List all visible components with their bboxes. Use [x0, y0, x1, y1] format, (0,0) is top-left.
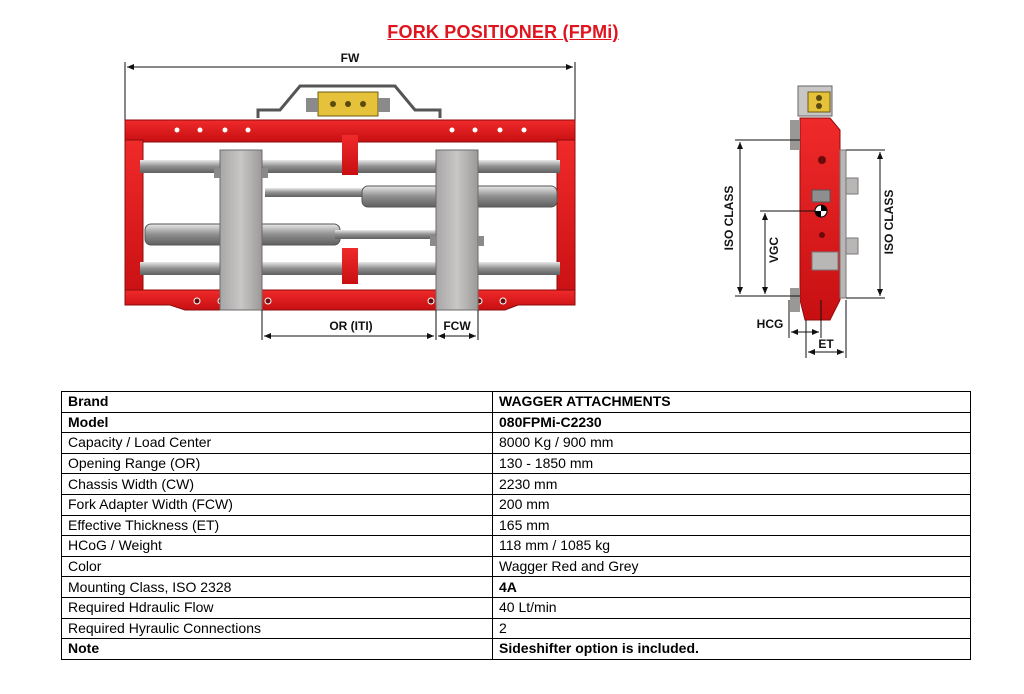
spec-label: Chassis Width (CW): [62, 474, 493, 495]
table-row: [62, 597, 971, 618]
fork-adapter-left: [214, 150, 268, 310]
spec-label: Opening Range (OR): [62, 453, 493, 474]
fcw-label: FCW: [443, 319, 471, 333]
table-row: [62, 515, 971, 536]
spec-value: 165 mm: [493, 515, 971, 536]
iso-class-left-label: ISO CLASS: [722, 185, 736, 251]
spec-value: Sideshifter option is included.: [493, 639, 971, 660]
table-row: [62, 494, 971, 515]
center-block-top: [342, 135, 358, 175]
table-row: [62, 556, 971, 577]
page-title: FORK POSITIONER (FPMi): [387, 22, 619, 42]
table-row: [62, 433, 971, 454]
spec-label: Model: [62, 412, 493, 433]
specification-table: [61, 391, 971, 660]
spec-label: Fork Adapter Width (FCW): [62, 494, 493, 515]
spec-label: Required Hdraulic Flow: [62, 597, 493, 618]
spec-label: Note: [62, 639, 493, 660]
spec-label: Capacity / Load Center: [62, 433, 493, 454]
spec-label: Color: [62, 556, 493, 577]
spec-value: 4A: [493, 577, 971, 598]
frame-bottom-bar: [125, 290, 575, 310]
side-view: [790, 86, 858, 320]
spec-label: Required Hyraulic Connections: [62, 618, 493, 639]
or-fcw-dimension: [262, 310, 478, 340]
table-row: [62, 474, 971, 495]
iso-class-right-label: ISO CLASS: [882, 189, 896, 255]
spec-value: 080FPMi-C2230: [493, 412, 971, 433]
spec-value: Wagger Red and Grey: [493, 556, 971, 577]
spec-value: 200 mm: [493, 494, 971, 515]
spec-label: Effective Thickness (ET): [62, 515, 493, 536]
table-row: [62, 618, 971, 639]
spec-value: 2230 mm: [493, 474, 971, 495]
table-row: [62, 577, 971, 598]
et-label: ET: [818, 337, 834, 351]
table-row: [62, 412, 971, 433]
spec-value: 40 Lt/min: [493, 597, 971, 618]
fw-label: FW: [340, 51, 360, 65]
hcg-label: HCG: [756, 317, 784, 331]
spec-value: 8000 Kg / 900 mm: [493, 433, 971, 454]
or-iti-label: OR (ITI): [329, 319, 373, 333]
spec-value: 118 mm / 1085 kg: [493, 536, 971, 557]
spec-label: HCoG / Weight: [62, 536, 493, 557]
table-row: [62, 639, 971, 660]
spec-label: Brand: [62, 392, 493, 413]
spec-value: 2: [493, 618, 971, 639]
top-bracket: [258, 86, 440, 118]
center-block-bottom: [342, 248, 358, 284]
table-row: [62, 392, 971, 413]
vgc-label: VGC: [767, 236, 781, 264]
spec-value: WAGGER ATTACHMENTS: [493, 392, 971, 413]
spec-value: 130 - 1850 mm: [493, 453, 971, 474]
fork-adapter-right: [430, 150, 484, 310]
spec-label: Mounting Class, ISO 2328: [62, 577, 493, 598]
table-row: [62, 453, 971, 474]
table-row: [62, 536, 971, 557]
